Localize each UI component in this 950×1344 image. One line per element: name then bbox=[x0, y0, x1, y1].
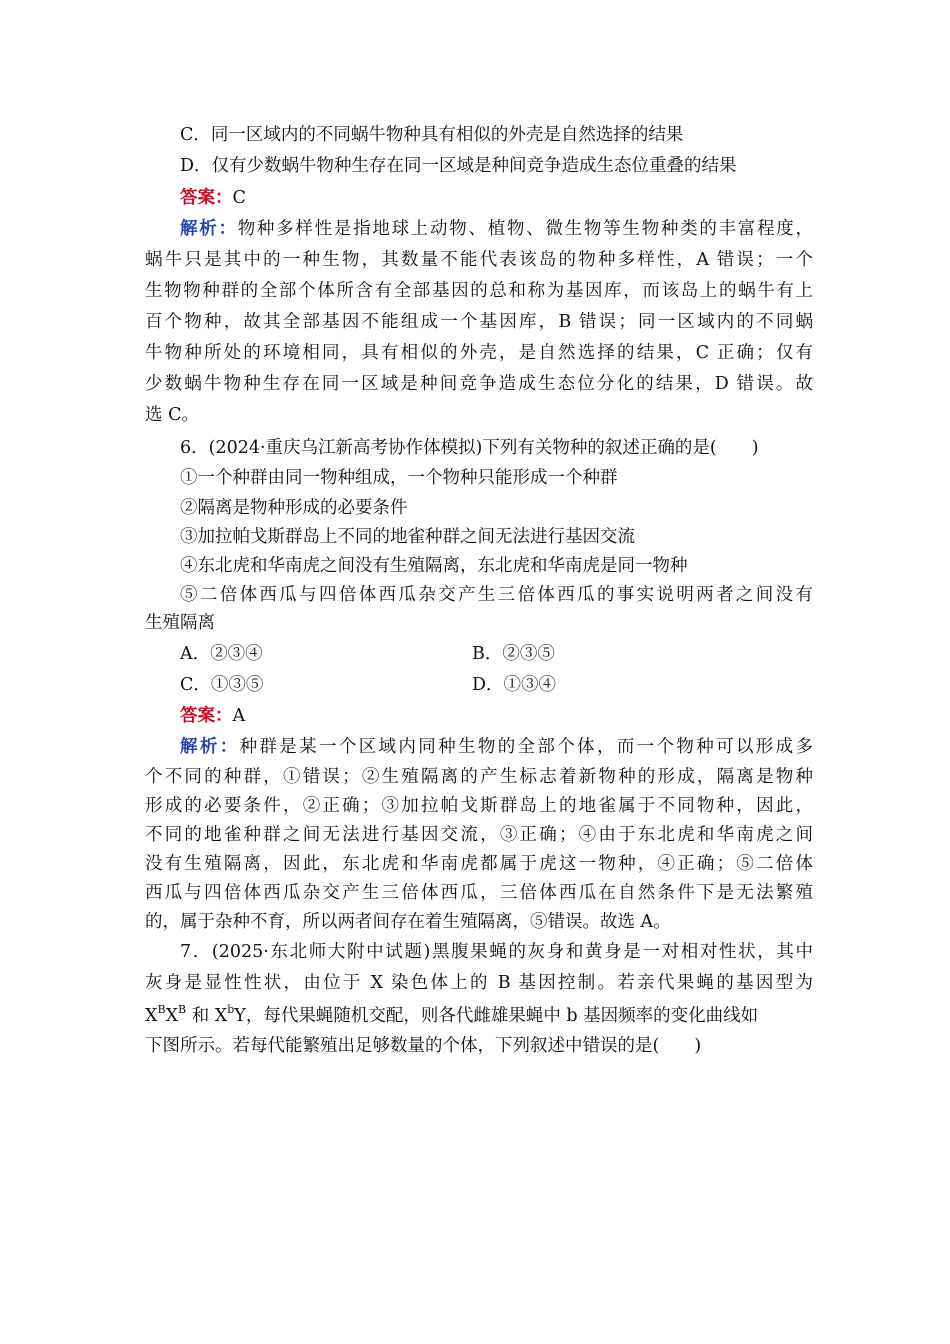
q6-statement-1: ①一个种群由同一物种组成，一个物种只能形成一个种群 bbox=[180, 468, 618, 488]
explanation-label: 解析： bbox=[180, 219, 238, 239]
q5-explanation-line-3: 生物物种群的全部个体所含有全部基因的总和称为基因库，而该岛上的蜗牛有上 bbox=[145, 281, 813, 301]
q6-explanation-line-1: 解析：种群是某一个区域内同种生物的全部个体，而一个物种可以形成多 bbox=[180, 737, 814, 757]
q7-stem-line-4: 下图所示。若每代能繁殖出足够数量的个体，下列叙述中错误的是( ) bbox=[145, 1036, 702, 1056]
q5-option-c: C．同一区域内的不同蜗牛物种具有相似的外壳是自然选择的结果 bbox=[180, 125, 684, 145]
q5-option-d: D．仅有少数蜗牛物种生存在同一区域是种间竞争造成生态位重叠的结果 bbox=[180, 156, 737, 176]
q6-explanation-line-4: 不同的地雀种群之间无法进行基因交流，③正确；④由于东北虎和华南虎之间 bbox=[145, 825, 813, 845]
q7-stem-line-3: $X^BX^B$ 和 $X^bY$，每代果蝇随机交配，则各代雌雄果蝇中 b 基因频率的变化曲线如 bbox=[145, 1003, 759, 1026]
q6-stem: 6．(2024·重庆乌江新高考协作体模拟)下列有关物种的叙述正确的是( ) bbox=[180, 438, 759, 458]
q6-statement-3: ③加拉帕戈斯群岛上不同的地雀种群之间无法进行基因交流 bbox=[180, 527, 635, 547]
answer-value: A bbox=[232, 706, 246, 726]
q6-statement-4: ④东北虎和华南虎之间没有生殖隔离，东北虎和华南虎是同一物种 bbox=[180, 556, 688, 576]
q5-explanation-line-7: 选 C。 bbox=[145, 405, 199, 425]
q6-explanation-line-3: 形成的必要条件，②正确；③加拉帕戈斯群岛上的地雀属于不同物种，因此， bbox=[145, 796, 813, 816]
q7-stem-line-1: 7．(2025·东北师大附中试题)黑腹果蝇的灰身和黄身是一对相对性状，其中 bbox=[180, 942, 813, 962]
q6-explanation-line-5: 没有生殖隔离，因此，东北虎和华南虎都属于虎这一物种，④正确；⑤二倍体 bbox=[145, 854, 813, 874]
answer-label: 答案： bbox=[180, 188, 233, 208]
q6-option-d: D．①③④ bbox=[472, 675, 557, 695]
answer-label: 答案： bbox=[180, 706, 233, 726]
q6-answer bbox=[180, 701, 245, 733]
q6-explanation-line-2: 个不同的种群，①错误；②生殖隔离的产生标志着新物种的形成，隔离是物种 bbox=[145, 767, 813, 787]
answer-value: C bbox=[232, 188, 246, 208]
q5-answer bbox=[180, 183, 246, 215]
q5-explanation-line-5: 牛物种所处的环境相同，具有相似的外壳，是自然选择的结果，C 正确；仅有 bbox=[145, 343, 813, 363]
q6-statement-5-cont: 生殖隔离 bbox=[145, 613, 215, 633]
q5-explanation-line-1: 解析：物种多样性是指地球上动物、植物、微生物等生物种类的丰富程度， bbox=[180, 219, 813, 239]
explanation-label: 解析： bbox=[180, 737, 240, 757]
q6-statement-5: ⑤二倍体西瓜与四倍体西瓜杂交产生三倍体西瓜的事实说明两者之间没有 bbox=[180, 585, 813, 605]
q6-explanation-line-6: 西瓜与四倍体西瓜杂交产生三倍体西瓜，三倍体西瓜在自然条件下是无法繁殖 bbox=[145, 883, 813, 903]
q5-explanation-line-4: 百个物种，故其全部基因不能组成一个基因库，B 错误；同一区域内的不同蜗 bbox=[145, 312, 813, 332]
q5-explanation-line-6: 少数蜗牛物种生存在同一区域是种间竞争造成生态位分化的结果，D 错误。故 bbox=[145, 374, 813, 394]
q6-option-c: C．①③⑤ bbox=[180, 675, 264, 695]
q6-explanation-line-7: 的，属于杂种不育，所以两者间存在着生殖隔离，⑤错误。故选 A。 bbox=[145, 912, 671, 932]
q6-option-a: A．②③④ bbox=[180, 644, 263, 664]
q5-explanation-line-2: 蜗牛只是其中的一种生物，其数量不能代表该岛的物种多样性，A 错误；一个 bbox=[145, 250, 813, 270]
q7-stem-line-2: 灰身是显性性状，由位于 X 染色体上的 B 基因控制。若亲代果蝇的基因型为 bbox=[145, 973, 813, 993]
q6-statement-2: ②隔离是物种形成的必要条件 bbox=[180, 498, 408, 518]
q6-option-b: B．②③⑤ bbox=[472, 644, 555, 664]
